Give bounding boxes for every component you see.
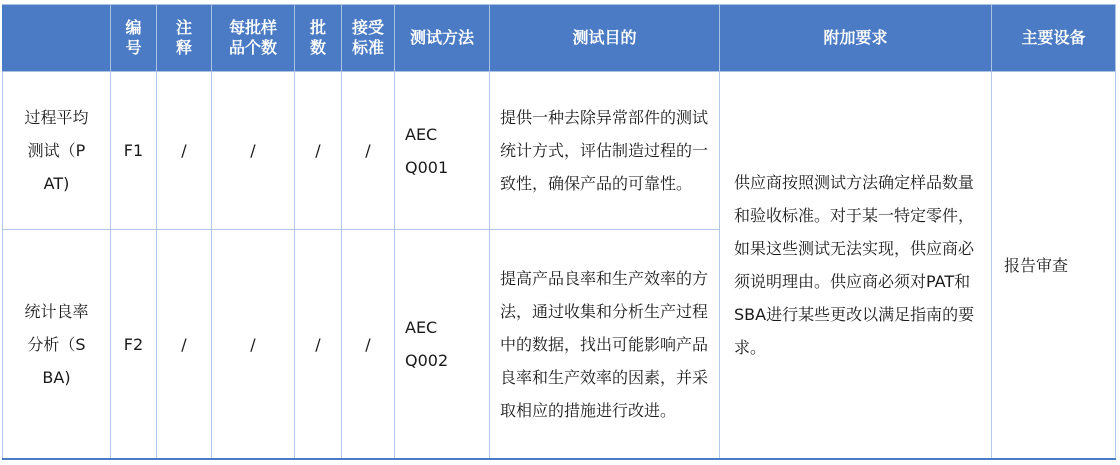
header-per-batch <box>212 5 295 72</box>
row-batches: / <box>295 72 342 230</box>
header-accept <box>342 5 395 72</box>
header-accept-label: 接受标准 <box>351 18 384 57</box>
header-number-label: 编号 <box>125 18 142 57</box>
header-note <box>157 5 212 72</box>
row-name-text: 过程平均测试（PAT) <box>24 108 89 193</box>
row-batches: / <box>295 230 342 460</box>
row-method <box>395 230 490 460</box>
header-batches <box>295 5 342 72</box>
header-extra: 附加要求 <box>720 5 992 72</box>
extra-requirement: 供应商按照测试方法确定样品数量和验收标准。对于某一特定零件，如果这些测试无法实现，供应商必须说明理由。供应商必须对PAT和SBA进行某些更改以满足指南的要求。 <box>720 72 992 460</box>
header-row <box>3 5 1116 72</box>
equipment: 报告审查 <box>992 72 1116 460</box>
header-blank <box>3 5 111 72</box>
header-note-label: 注释 <box>175 18 192 57</box>
header-per-batch-label: 每批样品个数 <box>228 18 277 57</box>
row-number: F1 <box>111 72 157 230</box>
header-purpose: 测试目的 <box>490 5 720 72</box>
row-name <box>3 72 111 230</box>
table-row <box>3 72 1116 230</box>
row-per-batch: / <box>212 72 295 230</box>
row-method <box>395 72 490 230</box>
row-purpose: 提供一种去除异常部件的测试统计方式，评估制造过程的一致性，确保产品的可靠性。 <box>490 72 720 230</box>
row-purpose: 提高产品良率和生产效率的方法，通过收集和分析生产过程中的数据，找出可能影响产品良率和生产效率的因素，并采取相应的措施进行改进。 <box>490 230 720 460</box>
row-method-text: AEC Q001 <box>405 124 449 177</box>
row-number: F2 <box>111 230 157 460</box>
row-accept: / <box>342 230 395 460</box>
row-note: / <box>157 72 212 230</box>
test-spec-table <box>2 4 1116 460</box>
row-accept: / <box>342 72 395 230</box>
header-method: 测试方法 <box>395 5 490 72</box>
row-per-batch: / <box>212 230 295 460</box>
row-name <box>3 230 111 460</box>
row-note: / <box>157 230 212 460</box>
row-method-text: AEC Q002 <box>405 318 449 370</box>
header-equipment: 主要设备 <box>992 5 1116 72</box>
header-number <box>111 5 157 72</box>
header-batches-label: 批数 <box>309 18 326 57</box>
row-name-text: 统计良率分析（SBA) <box>24 301 89 387</box>
